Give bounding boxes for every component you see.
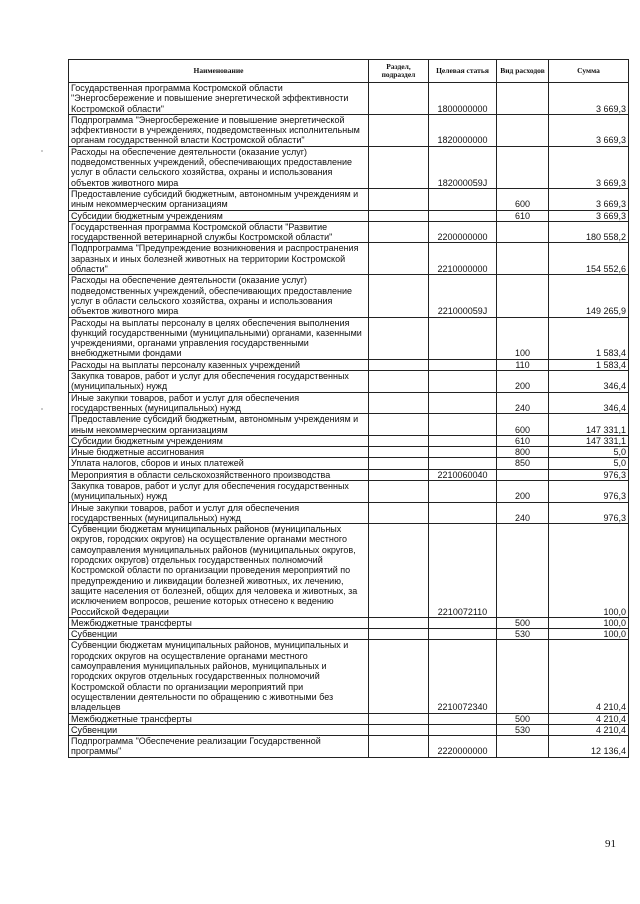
- cell-target: 2210000000: [429, 243, 497, 275]
- cell-sum: 4 210,4: [549, 713, 629, 724]
- cell-target: 2210060040: [429, 469, 497, 480]
- cell-name: Расходы на выплаты персоналу казенных учреждений: [69, 359, 369, 370]
- cell-target: [429, 447, 497, 458]
- cell-section: [369, 524, 429, 618]
- table-row: [69, 480, 629, 502]
- cell-target: [429, 371, 497, 393]
- cell-name: Закупка товаров, работ и услуг для обеспечения государственных (муниципальных) нужд: [69, 371, 369, 393]
- column-header-section: Раздел, подраздел: [369, 60, 429, 83]
- cell-name: Межбюджетные трансферты: [69, 713, 369, 724]
- cell-sum: 147 331,1: [549, 435, 629, 446]
- cell-name: Субсидии бюджетным учреждениям: [69, 435, 369, 446]
- cell-section: [369, 629, 429, 640]
- cell-sum: 1 583,4: [549, 359, 629, 370]
- cell-type: 600: [497, 414, 549, 436]
- cell-sum: 180 558,2: [549, 221, 629, 243]
- cell-target: 1820000000: [429, 114, 497, 146]
- cell-name: Подпрограмма "Предупреждение возникновения и распространения заразных и иных болезней животных на территории Костромской области": [69, 243, 369, 275]
- table-row: [69, 146, 629, 188]
- table-row: [69, 414, 629, 436]
- cell-sum: 100,0: [549, 629, 629, 640]
- scan-speck: [41, 150, 43, 152]
- column-header-type: Вид расходов: [497, 60, 549, 83]
- cell-type: 500: [497, 617, 549, 628]
- table-row: [69, 502, 629, 524]
- cell-target: [429, 617, 497, 628]
- cell-name: Межбюджетные трансферты: [69, 617, 369, 628]
- cell-type: 800: [497, 447, 549, 458]
- cell-section: [369, 275, 429, 317]
- cell-target: [429, 435, 497, 446]
- cell-sum: 5,0: [549, 458, 629, 469]
- budget-table: [68, 59, 629, 758]
- cell-name: Расходы на обеспечение деятельности (оказание услуг) подведомственных учреждений, обеспечивающих предоставление услуг в области сельского хозяйства, охраны и использования объектов животного мира: [69, 275, 369, 317]
- cell-section: [369, 243, 429, 275]
- cell-section: [369, 210, 429, 221]
- cell-section: [369, 114, 429, 146]
- cell-section: [369, 83, 429, 115]
- cell-target: 2220000000: [429, 736, 497, 758]
- table-row: [69, 447, 629, 458]
- cell-section: [369, 724, 429, 735]
- cell-name: Иные бюджетные ассигнования: [69, 447, 369, 458]
- cell-type: [497, 114, 549, 146]
- cell-sum: 346,4: [549, 371, 629, 393]
- cell-section: [369, 435, 429, 446]
- table-row: [69, 221, 629, 243]
- cell-type: 610: [497, 435, 549, 446]
- cell-section: [369, 502, 429, 524]
- cell-sum: 4 210,4: [549, 724, 629, 735]
- cell-sum: 100,0: [549, 524, 629, 618]
- cell-target: [429, 629, 497, 640]
- cell-type: 200: [497, 480, 549, 502]
- table-row: [69, 317, 629, 359]
- cell-sum: 1 583,4: [549, 317, 629, 359]
- cell-section: [369, 359, 429, 370]
- cell-section: [369, 480, 429, 502]
- table-row: [69, 524, 629, 618]
- cell-section: [369, 414, 429, 436]
- cell-type: 610: [497, 210, 549, 221]
- cell-type: 500: [497, 713, 549, 724]
- cell-target: [429, 317, 497, 359]
- cell-type: 850: [497, 458, 549, 469]
- cell-target: [429, 724, 497, 735]
- cell-target: 182000059J: [429, 146, 497, 188]
- budget-table-container: [68, 59, 628, 758]
- cell-name: Субсидии бюджетным учреждениям: [69, 210, 369, 221]
- cell-target: [429, 359, 497, 370]
- cell-sum: 3 669,3: [549, 114, 629, 146]
- table-row: [69, 371, 629, 393]
- cell-name: Мероприятия в области сельскохозяйственного производства: [69, 469, 369, 480]
- cell-name: Субвенции бюджетам муниципальных районов (муниципальных округов, городских округов) на осуществление органами местного самоуправления муниципальных районов (муниципальных округов, городских округов) отдельных государственных полномочий Костромской области по организации проведения мероприятий по предупреждению и ликвидации болезней животных, их лечению, защите населения от болезней, общих для человека и животных, за исключением вопросов, решение которых отнесено к ведению Российской Федерации: [69, 524, 369, 618]
- cell-target: [429, 480, 497, 502]
- cell-type: 100: [497, 317, 549, 359]
- cell-section: [369, 447, 429, 458]
- table-row: [69, 210, 629, 221]
- cell-sum: 346,4: [549, 392, 629, 414]
- table-row: [69, 713, 629, 724]
- cell-name: Субвенции бюджетам муниципальных районов, муниципальных и городских округов на осуществление органами местного самоуправления муниципальных районов, муниципальных и городских округов отдельных государственных полномочий Костромской области по организации мероприятий при осуществлении деятельности по обращению с животными без владельцев: [69, 640, 369, 713]
- cell-type: 110: [497, 359, 549, 370]
- table-row: [69, 188, 629, 210]
- cell-section: [369, 713, 429, 724]
- cell-type: [497, 83, 549, 115]
- cell-type: [497, 469, 549, 480]
- table-row: [69, 243, 629, 275]
- cell-target: 1800000000: [429, 83, 497, 115]
- cell-type: [497, 524, 549, 618]
- cell-sum: 100,0: [549, 617, 629, 628]
- cell-sum: 5,0: [549, 447, 629, 458]
- cell-target: 221000059J: [429, 275, 497, 317]
- cell-section: [369, 392, 429, 414]
- cell-name: Подпрограмма "Обеспечение реализации Государственной программы": [69, 736, 369, 758]
- cell-target: [429, 713, 497, 724]
- table-row: [69, 724, 629, 735]
- cell-type: 530: [497, 629, 549, 640]
- cell-type: [497, 243, 549, 275]
- cell-name: Предоставление субсидий бюджетным, автономным учреждениям и иным некоммерческим организациям: [69, 414, 369, 436]
- column-header-name: Наименование: [69, 60, 369, 83]
- cell-sum: 976,3: [549, 469, 629, 480]
- cell-type: [497, 221, 549, 243]
- cell-type: 240: [497, 392, 549, 414]
- cell-section: [369, 221, 429, 243]
- page-number: 91: [605, 838, 616, 850]
- cell-target: [429, 502, 497, 524]
- cell-sum: 976,3: [549, 502, 629, 524]
- cell-target: 2210072110: [429, 524, 497, 618]
- cell-sum: 149 265,9: [549, 275, 629, 317]
- cell-target: [429, 210, 497, 221]
- cell-section: [369, 188, 429, 210]
- cell-section: [369, 458, 429, 469]
- cell-section: [369, 146, 429, 188]
- cell-type: [497, 146, 549, 188]
- table-row: [69, 275, 629, 317]
- cell-name: Уплата налогов, сборов и иных платежей: [69, 458, 369, 469]
- table-row: [69, 617, 629, 628]
- cell-type: [497, 275, 549, 317]
- cell-name: Подпрограмма "Энергосбережение и повышение энергетической эффективности в учреждениях, подведомственных исполнительным органам государственной власти Костромской области": [69, 114, 369, 146]
- table-row: [69, 435, 629, 446]
- cell-target: 2210072340: [429, 640, 497, 713]
- cell-name: Государственная программа Костромской области "Развитие государственной ветеринарной службы Костромской области": [69, 221, 369, 243]
- column-header-target: Целевая статья: [429, 60, 497, 83]
- table-row: [69, 736, 629, 758]
- table-row: [69, 359, 629, 370]
- cell-name: Предоставление субсидий бюджетным, автономным учреждениям и иным некоммерческим организациям: [69, 188, 369, 210]
- cell-sum: 4 210,4: [549, 640, 629, 713]
- cell-target: [429, 188, 497, 210]
- cell-name: Закупка товаров, работ и услуг для обеспечения государственных (муниципальных) нужд: [69, 480, 369, 502]
- cell-type: 200: [497, 371, 549, 393]
- table-row: [69, 83, 629, 115]
- table-body: [69, 83, 629, 758]
- cell-name: Иные закупки товаров, работ и услуг для обеспечения государственных (муниципальных) нужд: [69, 502, 369, 524]
- cell-target: [429, 458, 497, 469]
- cell-type: 600: [497, 188, 549, 210]
- table-row: [69, 640, 629, 713]
- cell-section: [369, 736, 429, 758]
- cell-sum: 147 331,1: [549, 414, 629, 436]
- cell-section: [369, 469, 429, 480]
- cell-sum: 3 669,3: [549, 210, 629, 221]
- cell-target: 2200000000: [429, 221, 497, 243]
- column-header-sum: Сумма: [549, 60, 629, 83]
- cell-name: Расходы на обеспечение деятельности (оказание услуг) подведомственных учреждений, обеспечивающих предоставление услуг в области сельского хозяйства, охраны и использования объектов животного мира: [69, 146, 369, 188]
- table-row: [69, 629, 629, 640]
- cell-name: Государственная программа Костромской области "Энергосбережение и повышение энергетической эффективности Костромской области": [69, 83, 369, 115]
- cell-type: 240: [497, 502, 549, 524]
- cell-section: [369, 617, 429, 628]
- cell-sum: 3 669,3: [549, 188, 629, 210]
- cell-name: Расходы на выплаты персоналу в целях обеспечения выполнения функций государственными (муниципальными) органами, казенными учреждениями, органами управления государственными внебюджетными фондами: [69, 317, 369, 359]
- cell-sum: 976,3: [549, 480, 629, 502]
- cell-section: [369, 317, 429, 359]
- cell-name: Иные закупки товаров, работ и услуг для обеспечения государственных (муниципальных) нужд: [69, 392, 369, 414]
- cell-section: [369, 371, 429, 393]
- table-row: [69, 469, 629, 480]
- scan-speck: [41, 408, 43, 410]
- cell-target: [429, 414, 497, 436]
- cell-type: [497, 640, 549, 713]
- cell-section: [369, 640, 429, 713]
- cell-name: Субвенции: [69, 629, 369, 640]
- cell-target: [429, 392, 497, 414]
- cell-type: [497, 736, 549, 758]
- cell-sum: 12 136,4: [549, 736, 629, 758]
- table-row: [69, 458, 629, 469]
- cell-name: Субвенции: [69, 724, 369, 735]
- table-row: [69, 392, 629, 414]
- cell-sum: 3 669,3: [549, 146, 629, 188]
- cell-type: 530: [497, 724, 549, 735]
- cell-sum: 3 669,3: [549, 83, 629, 115]
- table-row: [69, 114, 629, 146]
- table-header-row: [69, 60, 629, 83]
- cell-sum: 154 552,6: [549, 243, 629, 275]
